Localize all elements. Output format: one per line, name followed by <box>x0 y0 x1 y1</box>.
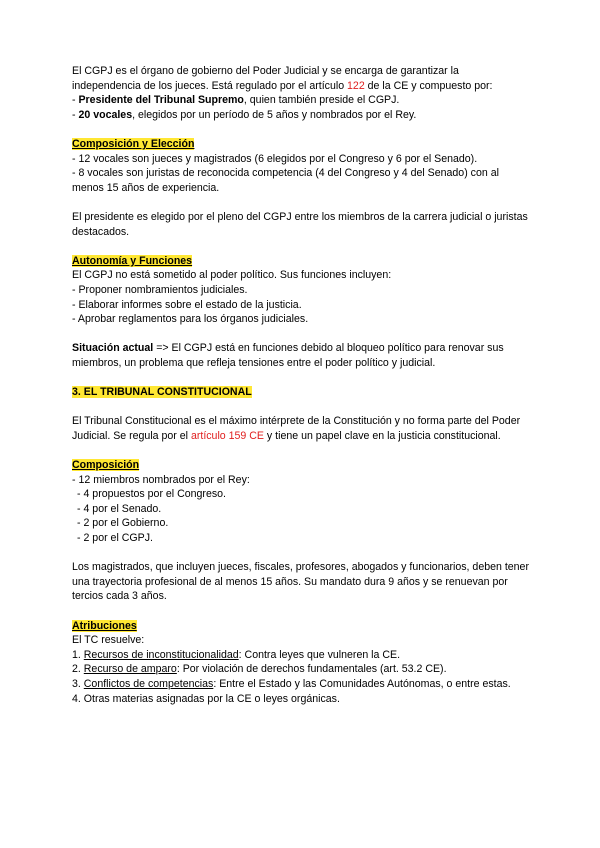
list-item: 4. Otras materias asignadas por la CE o leyes orgánicas. <box>72 692 340 705</box>
list-item: - Presidente del Tribunal Supremo, quien también preside el CGPJ. <box>72 94 400 107</box>
list-item: - 8 vocales son juristas de reconocida competencia (4 del Congreso y 4 del Senado) con al menos 15 años de experiencia. <box>72 167 499 194</box>
article-reference: 122 <box>347 79 365 92</box>
list-item: - 2 por el CGPJ. <box>77 532 153 544</box>
section-heading: Composición <box>72 459 140 472</box>
tc-intro-paragraph: El Tribunal Constitucional es el máximo intérprete de la Constitución y no forma parte del Poder Judicial. Se regula por el artículo 159 CE y tiene un papel clave en la justicia constitucional. <box>72 415 521 442</box>
list-item: - Proponer nombramientos judiciales. <box>72 283 248 296</box>
list-item: - 2 por el Gobierno. <box>77 517 169 530</box>
list-item: - 20 vocales, elegidos por un período de 5 años y nombrados por el Rey. <box>72 108 417 121</box>
list-item: - Aprobar reglamentos para los órganos judiciales. <box>72 313 309 326</box>
list-item: 3. Conflictos de competencias: Entre el Estado y las Comunidades Autónomas, o entre estas. <box>72 677 511 690</box>
list-item: - 12 miembros nombrados por el Rey: <box>72 473 250 486</box>
list-item: - 4 propuestos por el Congreso. <box>77 488 226 501</box>
situacion-paragraph: Situación actual => El CGPJ está en funciones debido al bloqueo político para renovar sus miembros, un problema que refleja tensiones entre el poder político y judicial. <box>72 342 504 369</box>
list-item: - Elaborar informes sobre el estado de la justicia. <box>72 298 302 311</box>
section-heading: Atribuciones <box>72 619 137 632</box>
paragraph: El TC resuelve: <box>72 634 145 647</box>
list-item: 2. Recurso de amparo: Por violación de derechos fundamentales (art. 53.2 CE). <box>72 663 447 676</box>
paragraph: El presidente es elegido por el pleno del CGPJ entre los miembros de la carrera judicial o juristas destacados. <box>72 210 528 238</box>
list-item: - 12 vocales son jueces y magistrados (6 elegidos por el Congreso y 6 por el Senado). <box>72 152 478 165</box>
cgpj-intro-paragraph: El CGPJ es el órgano de gobierno del Poder Judicial y se encarga de garantizar la independencia de los jueces. Está regulado por el artículo 122 de la CE y compuesto por: <box>72 65 493 92</box>
list-item: - 4 por el Senado. <box>77 502 162 515</box>
paragraph: El CGPJ no está sometido al poder político. Sus funciones incluyen: <box>72 269 392 282</box>
document-page <box>72 64 530 706</box>
list-item: 1. Recursos de inconstitucionalidad: Contra leyes que vulneren la CE. <box>72 648 401 661</box>
section-heading: Autonomía y Funciones <box>72 254 193 267</box>
paragraph: Los magistrados, que incluyen jueces, fiscales, profesores, abogados y funcionarios, deben tener una trayectoria profesional de al menos 15 años. Su mandato dura 9 años y se renuevan por tercios cada 3 años. <box>72 561 529 603</box>
article-reference: artículo 159 CE <box>190 429 264 442</box>
section-title: 3. EL TRIBUNAL CONSTITUCIONAL <box>72 386 252 399</box>
section-heading: Composición y Elección <box>72 137 195 150</box>
